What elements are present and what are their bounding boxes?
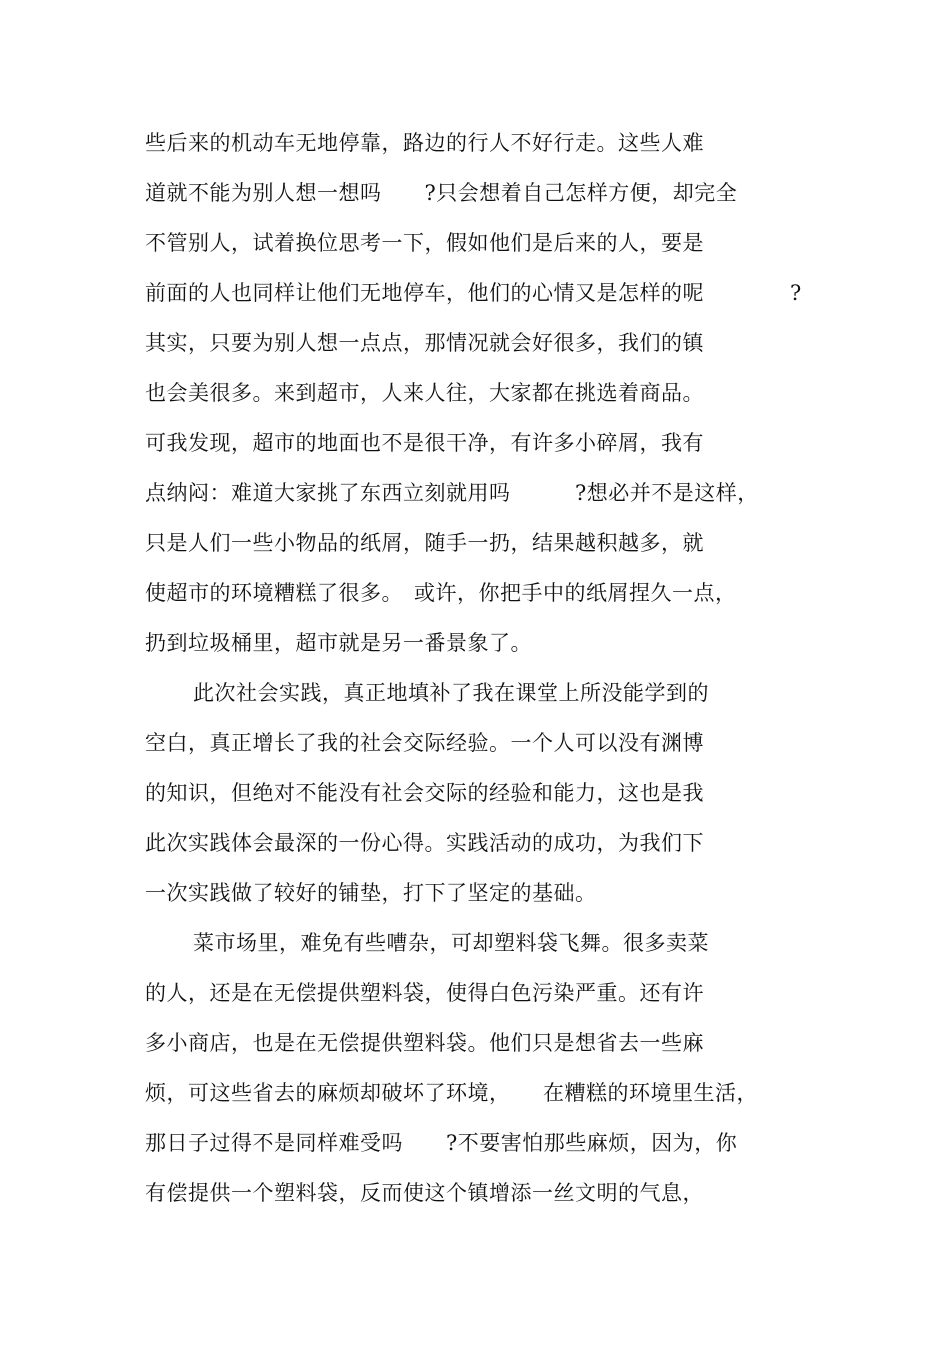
text-line: 此次实践体会最深的一份心得。实践活动的成功，为我们下 <box>145 831 704 855</box>
text-line: 的知识，但绝对不能没有社会交际的经验和能力，这也是我 <box>145 781 704 805</box>
text-line: 那日子过得不是同样难受吗 ?不要害怕那些麻烦，因为，你 <box>145 1131 738 1155</box>
text-line: 扔到垃圾桶里，超市就是另一番景象了。 <box>145 631 532 655</box>
text-line: 前面的人也同样让他们无地停车，他们的心情又是怎样的呢 ? <box>145 281 802 305</box>
text-line: 些后来的机动车无地停靠，路边的行人不好行走。这些人难 <box>145 131 704 155</box>
text-line: 可我发现，超市的地面也不是很干净，有许多小碎屑，我有 <box>145 431 704 455</box>
document-body <box>145 118 845 1218</box>
text-line: 不管别人，试着换位思考一下，假如他们是后来的人，要是 <box>145 231 704 255</box>
text-line: 只是人们一些小物品的纸屑，随手一扔，结果越积越多，就 <box>145 531 704 555</box>
text-line: 的人，还是在无偿提供塑料袋，使得白色污染严重。还有许 <box>145 981 704 1005</box>
text-line: 道就不能为别人想一想吗 ?只会想着自己怎样方便，却完全 <box>145 181 738 205</box>
text-line: 也会美很多。来到超市，人来人往，大家都在挑选着商品。 <box>145 381 704 405</box>
paragraph-first-line: 此次社会实践，真正地填补了我在课堂上所没能学到的 <box>193 681 709 705</box>
text-line: 多小商店，也是在无偿提供塑料袋。他们只是想省去一些麻 <box>145 1031 704 1055</box>
text-line: 烦，可这些省去的麻烦却破坏了环境， 在糟糕的环境里生活， <box>145 1081 758 1105</box>
text-line: 点纳闷：难道大家挑了东西立刻就用吗 ?想必并不是这样， <box>145 481 759 505</box>
text-line: 使超市的环境糟糕了很多。 或许，你把手中的纸屑捏久一点， <box>145 581 737 605</box>
text-line: 一次实践做了较好的铺垫，打下了坚定的基础。 <box>145 881 597 905</box>
text-line: 有偿提供一个塑料袋，反而使这个镇增添一丝文明的气息， <box>145 1181 704 1205</box>
text-line: 其实，只要为别人想一点点，那情况就会好很多，我们的镇 <box>145 331 704 355</box>
text-line: 空白，真正增长了我的社会交际经验。一个人可以没有渊博 <box>145 731 704 755</box>
paragraph-first-line: 菜市场里，难免有些嘈杂，可却塑料袋飞舞。很多卖菜 <box>193 931 709 955</box>
